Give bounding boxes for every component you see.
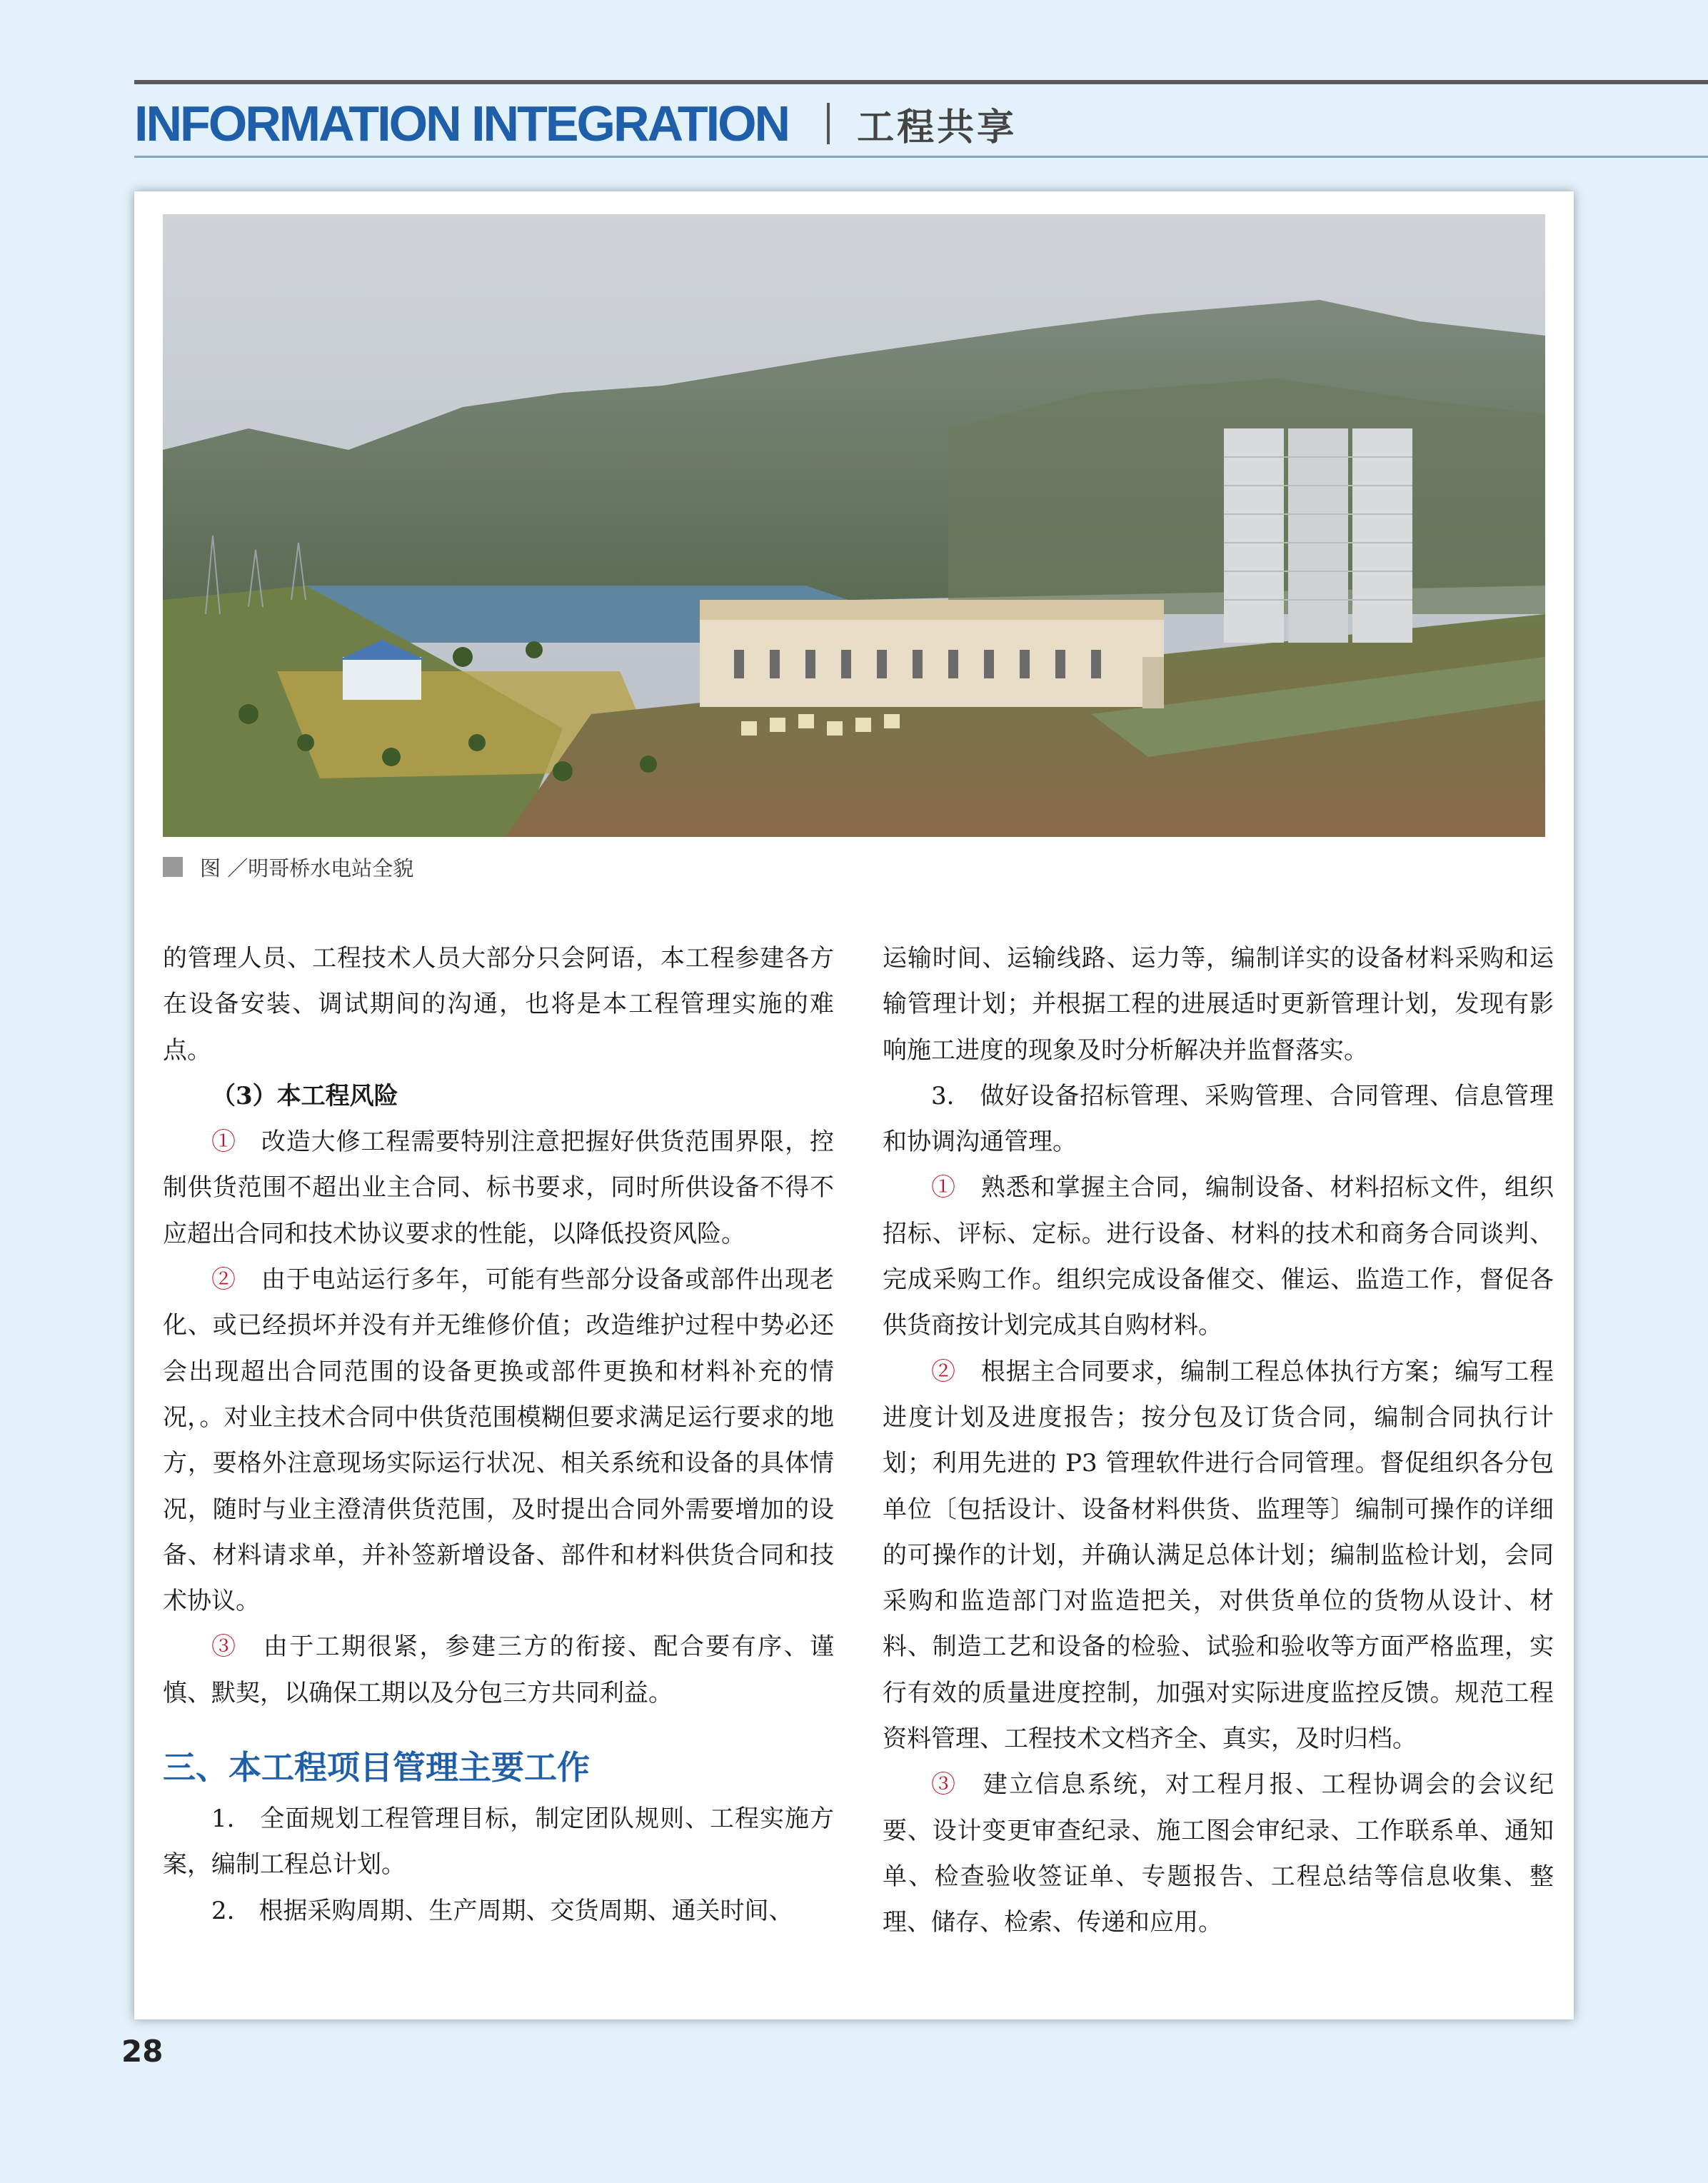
- header-separator: [827, 103, 830, 144]
- circled-number: ①: [211, 1128, 236, 1157]
- risk-item-3: [163, 1624, 834, 1716]
- top-rule: [134, 80, 1708, 84]
- hydropower-station-photo: [163, 214, 1545, 837]
- work-item-2-continued: 运输时间、运输线路、运力等，编制详实的设备材料采购和运输管理计划；并根据工程的进展适时更新管理计划，发现有影响施工进度的现象及时分析解决并监督落实。: [883, 944, 1554, 1065]
- caption-marker-icon: [163, 857, 183, 877]
- contract-item-1: [883, 1165, 1554, 1348]
- contract-item-3: [883, 1762, 1554, 1945]
- work-item-2: 2. 根据采购周期、生产周期、交货周期、通关时间、: [211, 1896, 793, 1925]
- circled-number: ③: [211, 1632, 238, 1662]
- brand-title: INFORMATION INTEGRATION: [134, 96, 789, 151]
- circled-number: ③: [931, 1770, 958, 1800]
- contract-item-text: 熟悉和掌握主合同，编制设备、材料招标文件，组织招标、评标、定标。进行设备、材料的技术和商务合同谈判、完成采购工作。组织完成设备催交、催运、监造工作，督促各供货商按计划完成其自购材料。: [883, 1173, 1554, 1340]
- risk-item-text: 由于电站运行多年，可能有些部分设备或部件出现老化、或已经损坏并没有并无维修价值；改造维护过程中势必还会出现超出合同范围的设备更换或部件更换和材料补充的情况，。对业主技术合同中供货范围模糊但要求满足运行要求的地方，要格外注意现场实际运行状况、相关系统和设备的具体情况，随时与业主澄清供货范围，及时提出合同外需要增加的设备、材料请求单，并补签新增设备、部件和材料供货合同和技术协议。: [163, 1265, 835, 1616]
- page-header: [134, 91, 1017, 156]
- risk-item-text: 由于工期很紧，参建三方的衔接、配合要有序、谨慎、默契，以确保工期以及分包三方共同利益。: [163, 1632, 835, 1707]
- circled-number: ①: [931, 1173, 956, 1203]
- contract-item-text: 根据主合同要求，编制工程总体执行方案；编写工程进度计划及进度报告；按分包及订货合同，编制合同执行计划；利用先进的 P3 管理软件进行合同管理。督促组织各分包单位〔包括设计、设备材料供货、监理等〕编制可操作的详细的可操作的计划，并确认满足总体计划；编制监检计划，会同采购和监造部门对监造把关，对供货单位的货物从设计、材料、制造工艺和设备的检验、试验和验收等方面严格监理，实行有效的质量进度控制，加强对实际进度监控反馈。规范工程资料管理、工程技术文档齐全、真实，及时归档。: [883, 1357, 1554, 1754]
- risk-heading: （3）本工程风险: [211, 1081, 398, 1110]
- work-item-3: 3. 做好设备招标管理、采购管理、合同管理、信息管理和协调沟通管理。: [883, 1081, 1554, 1157]
- page-number: 28: [121, 2034, 164, 2069]
- contract-item-text: 建立信息系统，对工程月报、工程协调会的会议纪要、设计变更审查纪录、施工图会审纪录、工作联系单、通知单、检查验收签证单、专题报告、工程总结等信息收集、整理、储存、检索、传递和应用。: [883, 1770, 1554, 1937]
- figure-caption: [163, 851, 413, 883]
- header-rule: [134, 156, 1708, 158]
- section-label: 工程共享: [857, 106, 1018, 149]
- left-column: [163, 935, 834, 1934]
- right-column: [883, 935, 1554, 1946]
- risk-item-2: [163, 1257, 834, 1624]
- article-card: [134, 191, 1574, 2019]
- risk-item-text: 改造大修工程需要特别注意把握好供货范围界限，控制供货范围不超出业主合同、标书要求，同时所供设备不得不应超出合同和技术协议要求的性能，以降低投资风险。: [163, 1128, 835, 1248]
- work-item-1: 1. 全面规划工程管理目标，制定团队规则、工程实施方案，编制工程总计划。: [163, 1805, 834, 1880]
- circled-number: ②: [211, 1265, 236, 1295]
- risk-item-1: [163, 1119, 834, 1257]
- contract-item-2: [883, 1349, 1554, 1762]
- caption-text: 图 ／明哥桥水电站全貌: [200, 855, 414, 880]
- section-title: 三、本工程项目管理主要工作: [163, 1748, 590, 1787]
- paragraph: 的管理人员、工程技术人员大部分只会阿语，本工程参建各方在设备安装、调试期间的沟通，也将是本工程管理实施的难点。: [163, 944, 834, 1065]
- circled-number: ②: [931, 1357, 956, 1386]
